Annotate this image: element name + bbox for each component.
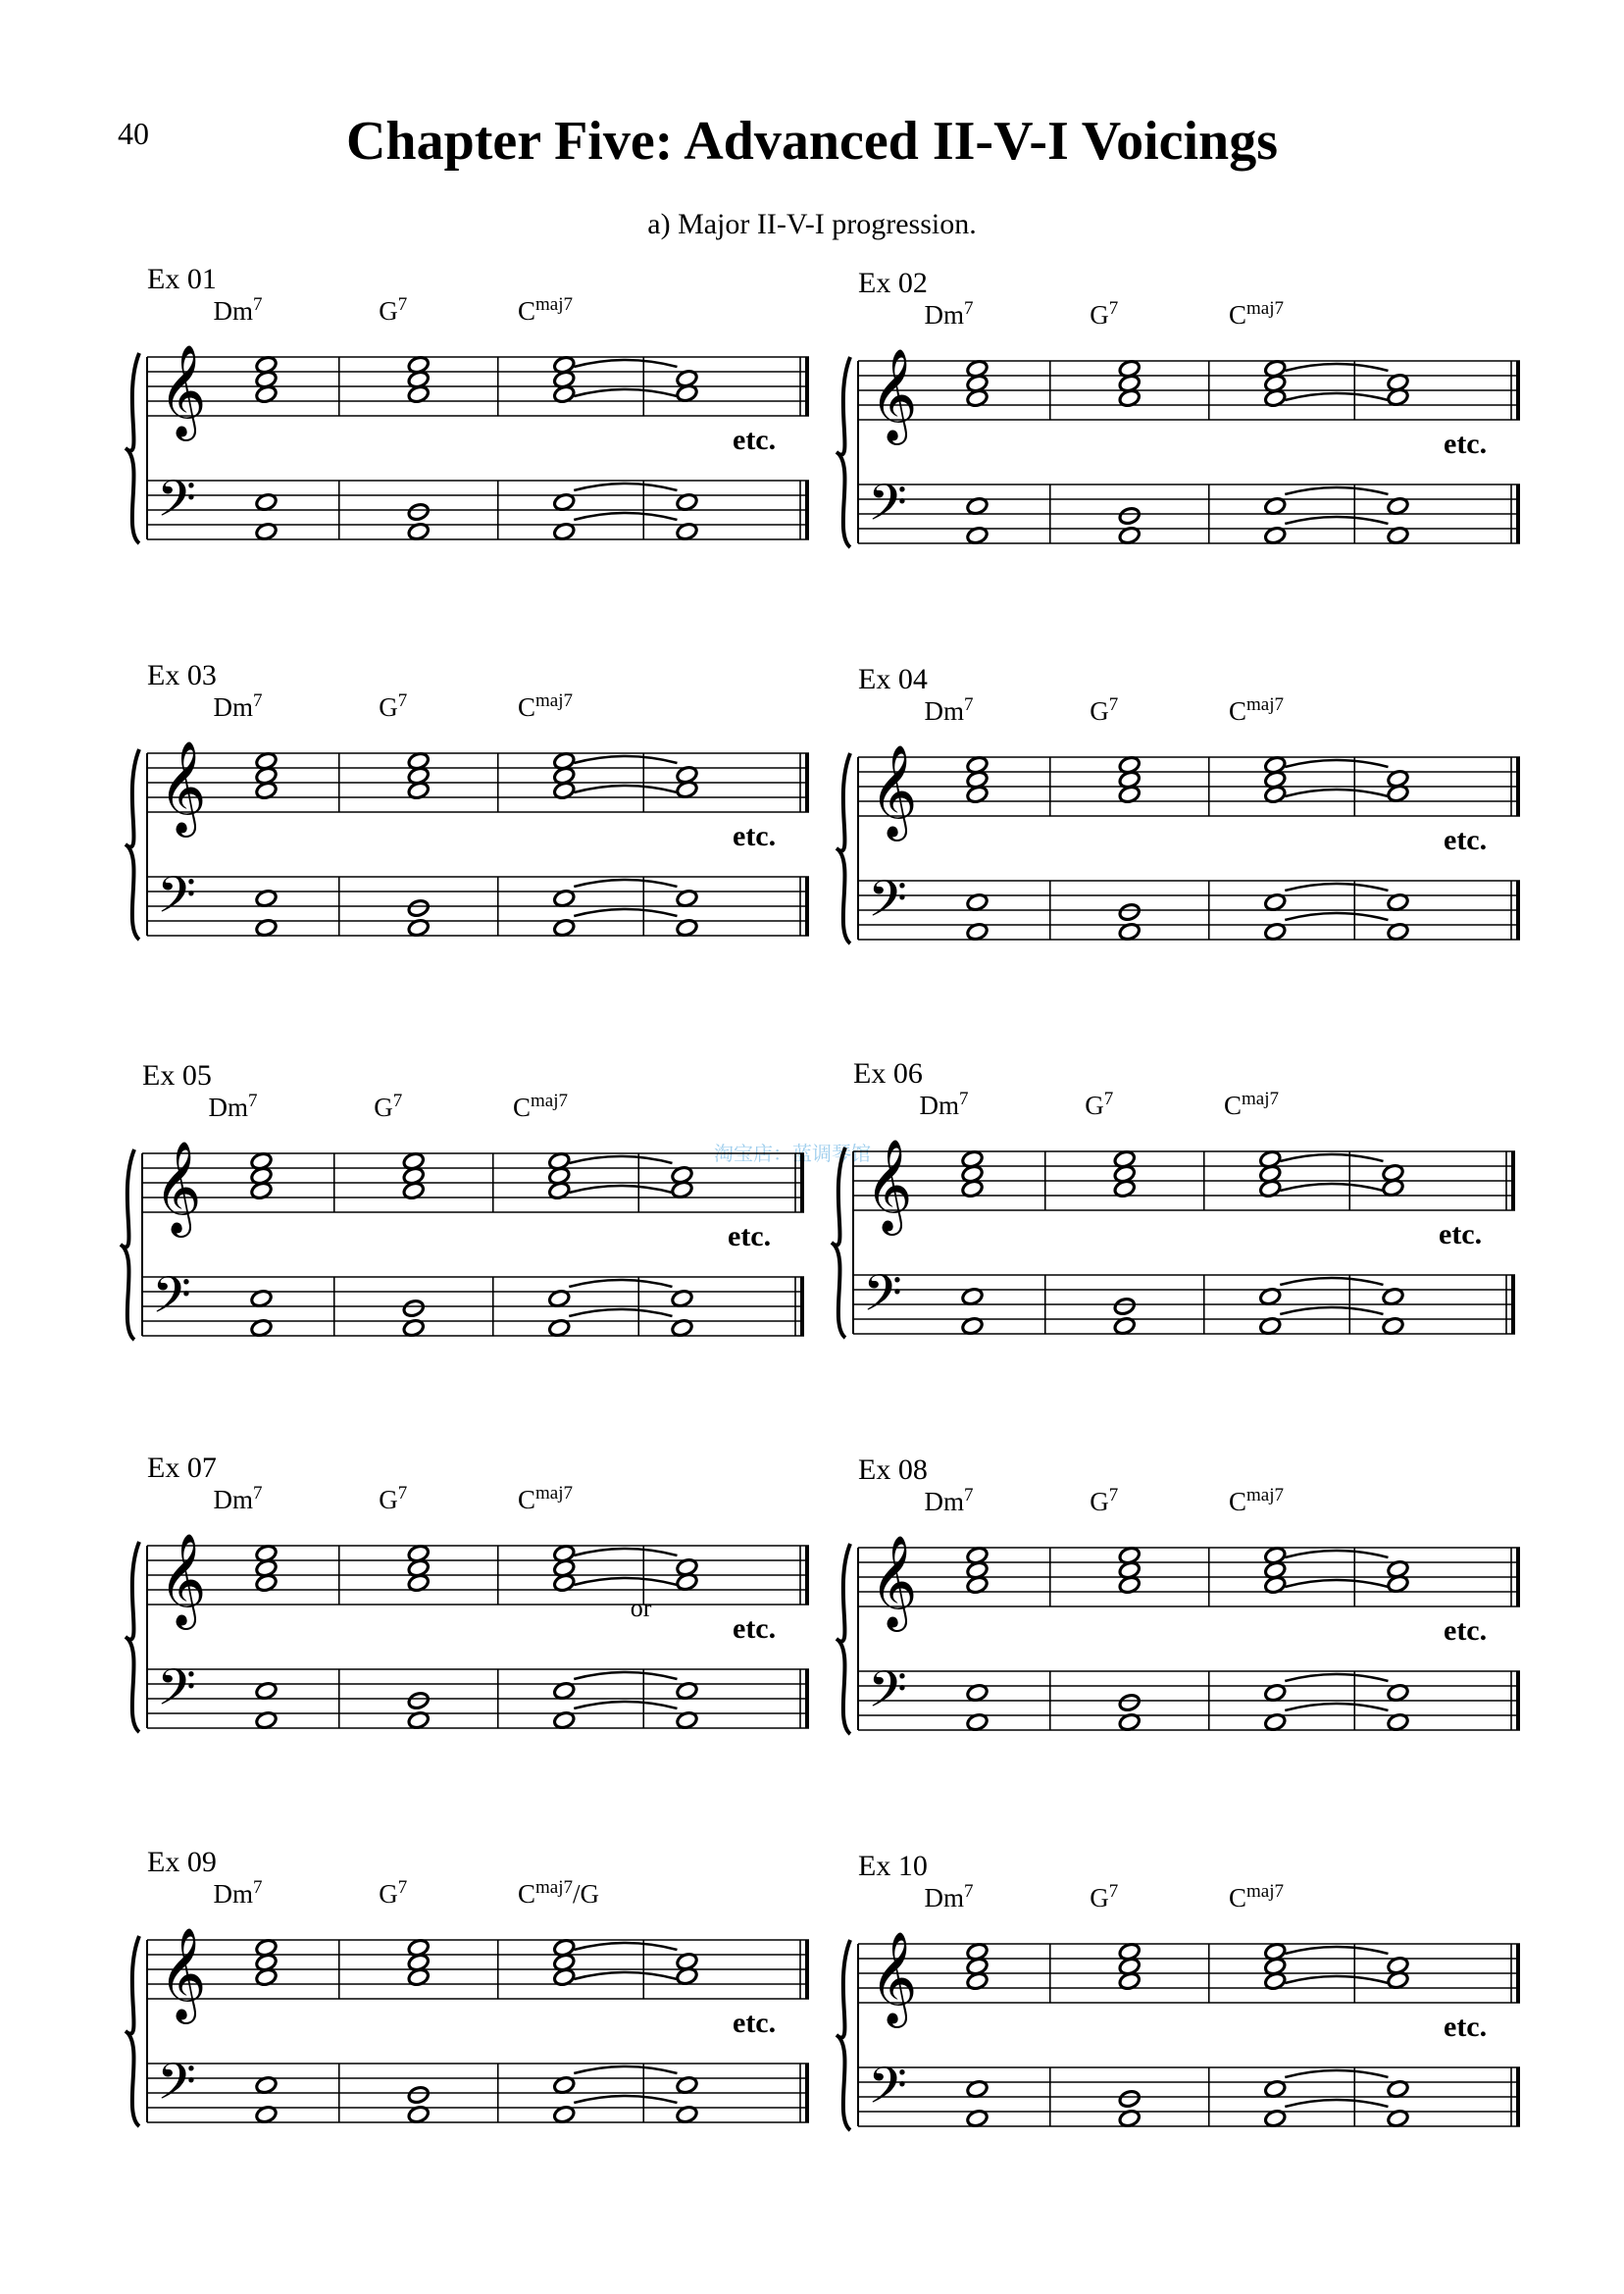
chord-symbol (1090, 1881, 1118, 1912)
chord-extension: 7 (959, 1089, 969, 1109)
chord-extension: 7 (964, 1881, 974, 1902)
example-label: Ex 06 (853, 1057, 923, 1090)
chord-symbol (379, 1877, 407, 1909)
chord-extension: 7 (397, 690, 408, 711)
tie (574, 1702, 677, 1708)
chord-root: C (1229, 300, 1247, 330)
example-label: Ex 03 (147, 659, 217, 691)
chord-root: G (1090, 696, 1109, 726)
brace (126, 749, 139, 940)
chord-root: C (1229, 1487, 1247, 1516)
chord-root: Dm (924, 1883, 964, 1912)
whole-note (407, 898, 431, 918)
music-example (829, 663, 1535, 987)
chord-symbol (1090, 1485, 1118, 1516)
music-example (829, 1850, 1535, 2173)
chord-symbol (925, 298, 974, 330)
chord-symbol (1085, 1089, 1113, 1120)
chord-symbol (209, 1091, 258, 1122)
tie (574, 360, 677, 367)
chord-symbol (379, 1483, 407, 1514)
chord-extension: 7 (397, 1483, 408, 1504)
chord-symbol (925, 694, 974, 726)
tie (574, 909, 677, 916)
tie (1285, 364, 1388, 371)
chord-extension: maj7 (535, 1483, 574, 1504)
music-example (824, 1057, 1530, 1381)
etc-label: etc. (1444, 1614, 1488, 1647)
tie (574, 1578, 677, 1585)
tie (1285, 517, 1388, 524)
tie (574, 880, 677, 887)
chord-symbol (513, 1091, 568, 1122)
chord-extension: maj7 (1246, 1485, 1285, 1505)
chord-extension: maj7 (535, 1877, 574, 1898)
tie (574, 756, 677, 763)
chord-root: G (379, 1485, 398, 1514)
whole-note (407, 2085, 431, 2105)
etc-label: etc. (733, 424, 777, 456)
chord-symbol (518, 1877, 599, 1909)
chord-root: C (1229, 1883, 1247, 1912)
tie (574, 1943, 677, 1950)
chord-extension: 7 (253, 690, 263, 711)
chord-extension: 7 (964, 1485, 974, 1505)
whole-note (1118, 902, 1142, 922)
etc-label: etc. (728, 1220, 772, 1252)
brace (126, 1936, 139, 2126)
tie (1280, 1278, 1383, 1285)
whole-note (402, 1299, 426, 1318)
tie (1280, 1154, 1383, 1161)
chord-extension: 7 (253, 294, 263, 315)
chord-root: Dm (924, 696, 964, 726)
whole-note (1113, 1297, 1137, 1316)
chord-extension: maj7 (1246, 298, 1285, 319)
grand-staff (118, 659, 824, 983)
brace (121, 1149, 134, 1340)
chord-root: C (518, 296, 536, 326)
music-example (118, 263, 824, 586)
chord-root: Dm (208, 1093, 248, 1122)
chord-root: C (518, 1879, 536, 1909)
tie (1285, 1580, 1388, 1587)
grand-staff (118, 1846, 824, 2169)
whole-note (1118, 2089, 1142, 2109)
whole-note (407, 502, 431, 522)
tie (569, 1156, 672, 1163)
chord-root: G (1090, 300, 1109, 330)
grand-staff (829, 267, 1535, 590)
tie (1285, 760, 1388, 767)
whole-note (407, 1691, 431, 1710)
etc-label: etc. (1439, 1218, 1483, 1250)
etc-label: etc. (1444, 824, 1488, 856)
etc-label: etc. (733, 2007, 777, 2039)
chord-symbol (379, 690, 407, 722)
treble-clef-icon: 𝄞 (870, 744, 918, 838)
treble-clef-icon: 𝄞 (870, 1931, 918, 2024)
chord-extension: 7 (248, 1091, 258, 1111)
music-example (118, 659, 824, 983)
chord-root: G (374, 1093, 393, 1122)
grand-staff (118, 263, 824, 586)
chord-extension: maj7 (1246, 694, 1285, 715)
bass-clef-icon: 𝄢 (152, 1265, 191, 1337)
chord-extension: 7 (397, 1877, 408, 1898)
page-subtitle: a) Major II-V-I progression. (647, 208, 977, 240)
chord-symbol (1229, 1881, 1284, 1912)
chord-root: Dm (213, 692, 253, 722)
example-label: Ex 10 (858, 1850, 928, 1882)
chord-root: Dm (213, 1485, 253, 1514)
etc-label: etc. (733, 820, 777, 852)
chord-symbol (920, 1089, 969, 1120)
page-title: Chapter Five: Advanced II-V-I Voicings (345, 111, 1278, 172)
chord-root: C (1224, 1091, 1243, 1120)
chord-symbol (518, 294, 573, 326)
tie (1285, 393, 1388, 400)
tie (1280, 1307, 1383, 1314)
chord-extension: 7 (1108, 1881, 1119, 1902)
grand-staff (829, 1850, 1535, 2173)
chord-root: Dm (213, 1879, 253, 1909)
chord-symbol (925, 1881, 974, 1912)
brace (832, 1147, 845, 1338)
chord-symbol (1224, 1089, 1279, 1120)
bass-clef-icon: 𝄢 (863, 1263, 902, 1335)
chord-symbol (214, 690, 263, 722)
chord-symbol (214, 294, 263, 326)
chord-root: G (1090, 1883, 1109, 1912)
chord-extension: 7 (1108, 694, 1119, 715)
tie (1285, 1674, 1388, 1681)
chord-root: G (379, 692, 398, 722)
chord-extension: 7 (253, 1483, 263, 1504)
chord-root: C (518, 1485, 536, 1514)
chord-extension: 7 (253, 1877, 263, 1898)
brace (837, 357, 850, 547)
etc-label: etc. (1444, 428, 1488, 460)
bass-clef-icon: 𝄢 (157, 1657, 196, 1729)
chord-extension: maj7 (1242, 1089, 1280, 1109)
music-example (829, 1453, 1535, 1777)
chord-symbol (1229, 1485, 1284, 1516)
tie (574, 1972, 677, 1979)
music-example (118, 1846, 824, 2169)
treble-clef-icon: 𝄞 (159, 1533, 207, 1626)
whole-note (1118, 506, 1142, 526)
chord-extension: 7 (1108, 1485, 1119, 1505)
chord-root: Dm (213, 296, 253, 326)
tie (569, 1309, 672, 1316)
chord-extension: 7 (964, 694, 974, 715)
tie (1285, 790, 1388, 796)
chord-extension: maj7 (535, 690, 574, 711)
chord-root: G (379, 1879, 398, 1909)
chord-root: C (1229, 696, 1247, 726)
chord-extension: maj7 (531, 1091, 569, 1111)
chord-extension: maj7 (535, 294, 574, 315)
bass-clef-icon: 𝄢 (157, 469, 196, 540)
tie (1280, 1184, 1383, 1191)
chord-symbol (925, 1485, 974, 1516)
tie (1285, 1704, 1388, 1710)
chord-symbol (214, 1877, 263, 1909)
tie (574, 389, 677, 396)
tie (1285, 884, 1388, 891)
chord-root: Dm (924, 300, 964, 330)
whole-note (1118, 1693, 1142, 1712)
tie (569, 1186, 672, 1193)
grand-staff (829, 663, 1535, 987)
tie (574, 513, 677, 520)
brace (126, 353, 139, 543)
brace (126, 1542, 139, 1732)
treble-clef-icon: 𝄞 (865, 1139, 913, 1232)
grand-staff (829, 1453, 1535, 1777)
page-number: 40 (118, 116, 149, 151)
bass-clef-icon: 𝄢 (157, 2052, 196, 2123)
tie (569, 1280, 672, 1287)
tie (574, 786, 677, 792)
brace (837, 1544, 850, 1734)
tie (574, 2066, 677, 2073)
chord-symbol (518, 1483, 573, 1514)
example-label: Ex 01 (147, 263, 217, 295)
brace (837, 753, 850, 943)
etc-label: etc. (733, 1612, 777, 1645)
tie (1285, 1551, 1388, 1557)
grand-staff (118, 1452, 824, 1775)
tie (574, 1672, 677, 1679)
example-label: Ex 04 (858, 663, 928, 695)
example-label: Ex 09 (147, 1846, 217, 1878)
chord-symbol (1229, 694, 1284, 726)
chord-symbol (518, 690, 573, 722)
chord-symbol (379, 294, 407, 326)
example-label: Ex 05 (142, 1059, 212, 1092)
bass-clef-icon: 𝄢 (868, 473, 907, 544)
tie (574, 484, 677, 490)
music-example (829, 267, 1535, 590)
chord-extension: maj7 (1246, 1881, 1285, 1902)
chord-root: Dm (919, 1091, 959, 1120)
bass-clef-icon: 𝄢 (868, 869, 907, 941)
chord-symbol (1090, 298, 1118, 330)
chord-root: C (513, 1093, 532, 1122)
chord-root: Dm (924, 1487, 964, 1516)
tie (574, 2096, 677, 2103)
tie (1285, 2100, 1388, 2107)
chord-symbol (214, 1483, 263, 1514)
chord-extension: 7 (397, 294, 408, 315)
treble-clef-icon: 𝄞 (159, 344, 207, 437)
bass-clef-icon: 𝄢 (868, 2056, 907, 2127)
tie (1285, 1947, 1388, 1954)
tie (1285, 1976, 1388, 1983)
chord-root: G (379, 296, 398, 326)
tie (574, 1549, 677, 1555)
treble-clef-icon: 𝄞 (870, 1535, 918, 1628)
bass-clef-icon: 𝄢 (157, 865, 196, 937)
bass-clef-icon: 𝄢 (868, 1659, 907, 1731)
chord-extension: 7 (1103, 1089, 1114, 1109)
chord-root: C (518, 692, 536, 722)
treble-clef-icon: 𝄞 (154, 1141, 202, 1234)
chord-root: G (1090, 1487, 1109, 1516)
grand-staff (113, 1059, 819, 1383)
treble-clef-icon: 𝄞 (870, 348, 918, 441)
chord-symbol (1229, 298, 1284, 330)
treble-clef-icon: 𝄞 (159, 740, 207, 834)
treble-clef-icon: 𝄞 (159, 1927, 207, 2020)
chord-extension: 7 (1108, 298, 1119, 319)
chord-extension: 7 (392, 1091, 403, 1111)
or-label: or (630, 1594, 652, 1622)
example-label: Ex 08 (858, 1453, 928, 1486)
watermark: 淘宝店：蓝调琴馆 (714, 1142, 871, 1165)
tie (1285, 487, 1388, 494)
chord-slash: /G (573, 1879, 600, 1909)
brace (837, 1940, 850, 2130)
grand-staff (824, 1057, 1530, 1381)
example-label: Ex 02 (858, 267, 928, 299)
chord-root: G (1085, 1091, 1104, 1120)
tie (1285, 913, 1388, 920)
etc-label: etc. (1444, 2011, 1488, 2043)
chord-symbol (1090, 694, 1118, 726)
music-example (118, 1452, 824, 1775)
chord-symbol (374, 1091, 402, 1122)
tie (1285, 2070, 1388, 2077)
example-label: Ex 07 (147, 1452, 217, 1484)
chord-extension: 7 (964, 298, 974, 319)
music-example (113, 1059, 819, 1383)
